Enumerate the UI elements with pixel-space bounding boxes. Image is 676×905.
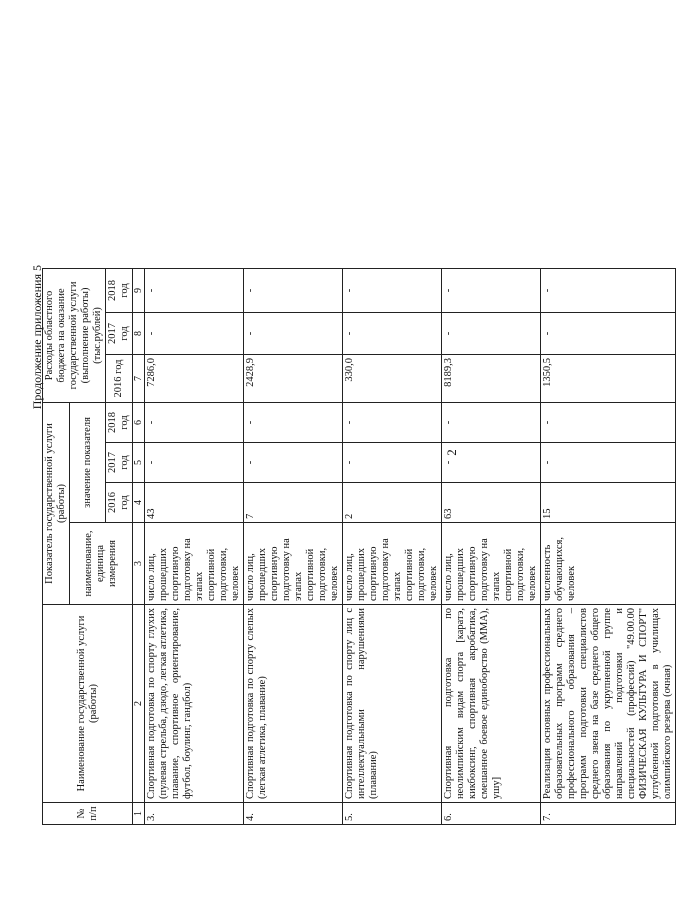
table-row xyxy=(541,268,676,824)
row-value-2016: 43 xyxy=(145,483,244,523)
header-num: № п/п xyxy=(43,803,133,825)
row-expense-2018: - xyxy=(541,268,676,312)
row-value-2016: 15 xyxy=(541,483,676,523)
row-num: 3. xyxy=(145,803,244,825)
table-row xyxy=(343,268,442,824)
row-num: 7. xyxy=(541,803,676,825)
row-service-name: Спортивная подготовка по спорту слепых (легкая атлетика, плавание) xyxy=(244,605,343,803)
col-number: 7 xyxy=(133,354,145,402)
row-num: 5. xyxy=(343,803,442,825)
row-expense-2017: - xyxy=(145,312,244,354)
row-value-2018: - xyxy=(145,402,244,442)
header-indicator: Показатель государственной услуги (работы) xyxy=(43,402,70,604)
row-value-2017: - xyxy=(145,443,244,483)
col-number: 5 xyxy=(133,443,145,483)
row-expense-2018: - xyxy=(145,268,244,312)
col-number: 1 xyxy=(133,803,145,825)
row-expense-2016: 7286,0 xyxy=(145,354,244,402)
header-year-2016: 2016 год xyxy=(106,483,133,523)
row-expense-2018: - xyxy=(343,268,442,312)
header-year-2018: 2018 год xyxy=(106,402,133,442)
header-unit: наименование, единица измерения xyxy=(70,523,133,605)
page-number: 2 xyxy=(444,449,459,456)
table-row xyxy=(244,268,343,824)
row-value-2018: - xyxy=(343,402,442,442)
row-value-2017: - xyxy=(442,443,541,483)
row-value-2018: - xyxy=(244,402,343,442)
row-value-2016: 2 xyxy=(343,483,442,523)
row-value-2018: - xyxy=(442,402,541,442)
row-service-name: Спортивная подготовка по неолимпийским видам спорта [каратэ, кикбоксинг, спортивная акробатика, смешанное боевое единоборство (ММА), ушу] xyxy=(442,605,541,803)
row-num: 4. xyxy=(244,803,343,825)
row-value-2017: - xyxy=(244,443,343,483)
continuation-note: Продолжение приложения 5 xyxy=(30,265,44,410)
header-service-name: Наименование государственной услуги (работы) xyxy=(43,605,133,803)
table-row xyxy=(145,268,244,824)
col-number: 2 xyxy=(133,605,145,803)
row-expense-2016: 8189,3 xyxy=(442,354,541,402)
row-service-name: Спортивная подготовка по спорту лиц с интеллектуальными нарушениями (плавание) xyxy=(343,605,442,803)
row-expense-2017: - xyxy=(442,312,541,354)
header-expense-year-2016: 2016 год xyxy=(106,354,133,402)
row-unit: число лиц, прошедших спортивную подготовку на этапах спортивной подготовки, человек xyxy=(145,523,244,605)
row-value-2017: - xyxy=(343,443,442,483)
row-expense-2018: - xyxy=(244,268,343,312)
expenses-table xyxy=(42,268,676,825)
row-expense-2017: - xyxy=(244,312,343,354)
row-expense-2018: - xyxy=(442,268,541,312)
row-service-name: Реализация основных профессиональных образовательных программ среднего профессионального образования – программ подготовки специалистов среднего звена на базе среднего общего образования по укрупненной группе направлений подготовки и специальностей (профессий) "49.00.00 ФИЗИЧЕСКАЯ КУЛЬТУРА И СПОРТ" углубленной подготовки в училищах олимпийского резерва (очная) xyxy=(541,605,676,803)
row-unit: число лиц, прошедших спортивную подготовку на этапах спортивной подготовки, человек xyxy=(343,523,442,605)
row-expense-2017: - xyxy=(541,312,676,354)
header-expenses: Расходы областного бюджета на оказание государственной услуги (выполнение работы) (тыс.рублей) xyxy=(43,268,106,402)
row-expense-2016: 2428,9 xyxy=(244,354,343,402)
col-number: 3 xyxy=(133,523,145,605)
table-wrapper xyxy=(42,269,673,825)
row-expense-2017: - xyxy=(343,312,442,354)
row-unit: число лиц, прошедших спортивную подготовку на этапах спортивной подготовки, человек xyxy=(244,523,343,605)
row-unit: численность обучающихся, человек xyxy=(541,523,676,605)
col-number: 8 xyxy=(133,312,145,354)
row-expense-2016: 1350,5 xyxy=(541,354,676,402)
row-value-2016: 63 xyxy=(442,483,541,523)
header-indicator-value: значение показателя xyxy=(70,402,106,522)
col-number: 9 xyxy=(133,268,145,312)
col-number: 4 xyxy=(133,483,145,523)
row-value-2016: 7 xyxy=(244,483,343,523)
row-service-name: Спортивная подготовка по спорту глухих (пулевая стрельба, дзюдо, легкая атлетика, плавание, спортивное ориентирование, футбол, боулинг, гандбол) xyxy=(145,605,244,803)
row-value-2017: - xyxy=(541,443,676,483)
col-number: 6 xyxy=(133,402,145,442)
column-number-row xyxy=(133,268,145,824)
header-expense-year-2018: 2018 год xyxy=(106,268,133,312)
row-num: 6. xyxy=(442,803,541,825)
header-year-2017: 2017 год xyxy=(106,443,133,483)
header-expense-year-2017: 2017 год xyxy=(106,312,133,354)
row-value-2018: - xyxy=(541,402,676,442)
row-unit: число лиц, прошедших спортивную подготовку на этапах спортивной подготовки, человек xyxy=(442,523,541,605)
row-expense-2016: 330,0 xyxy=(343,354,442,402)
